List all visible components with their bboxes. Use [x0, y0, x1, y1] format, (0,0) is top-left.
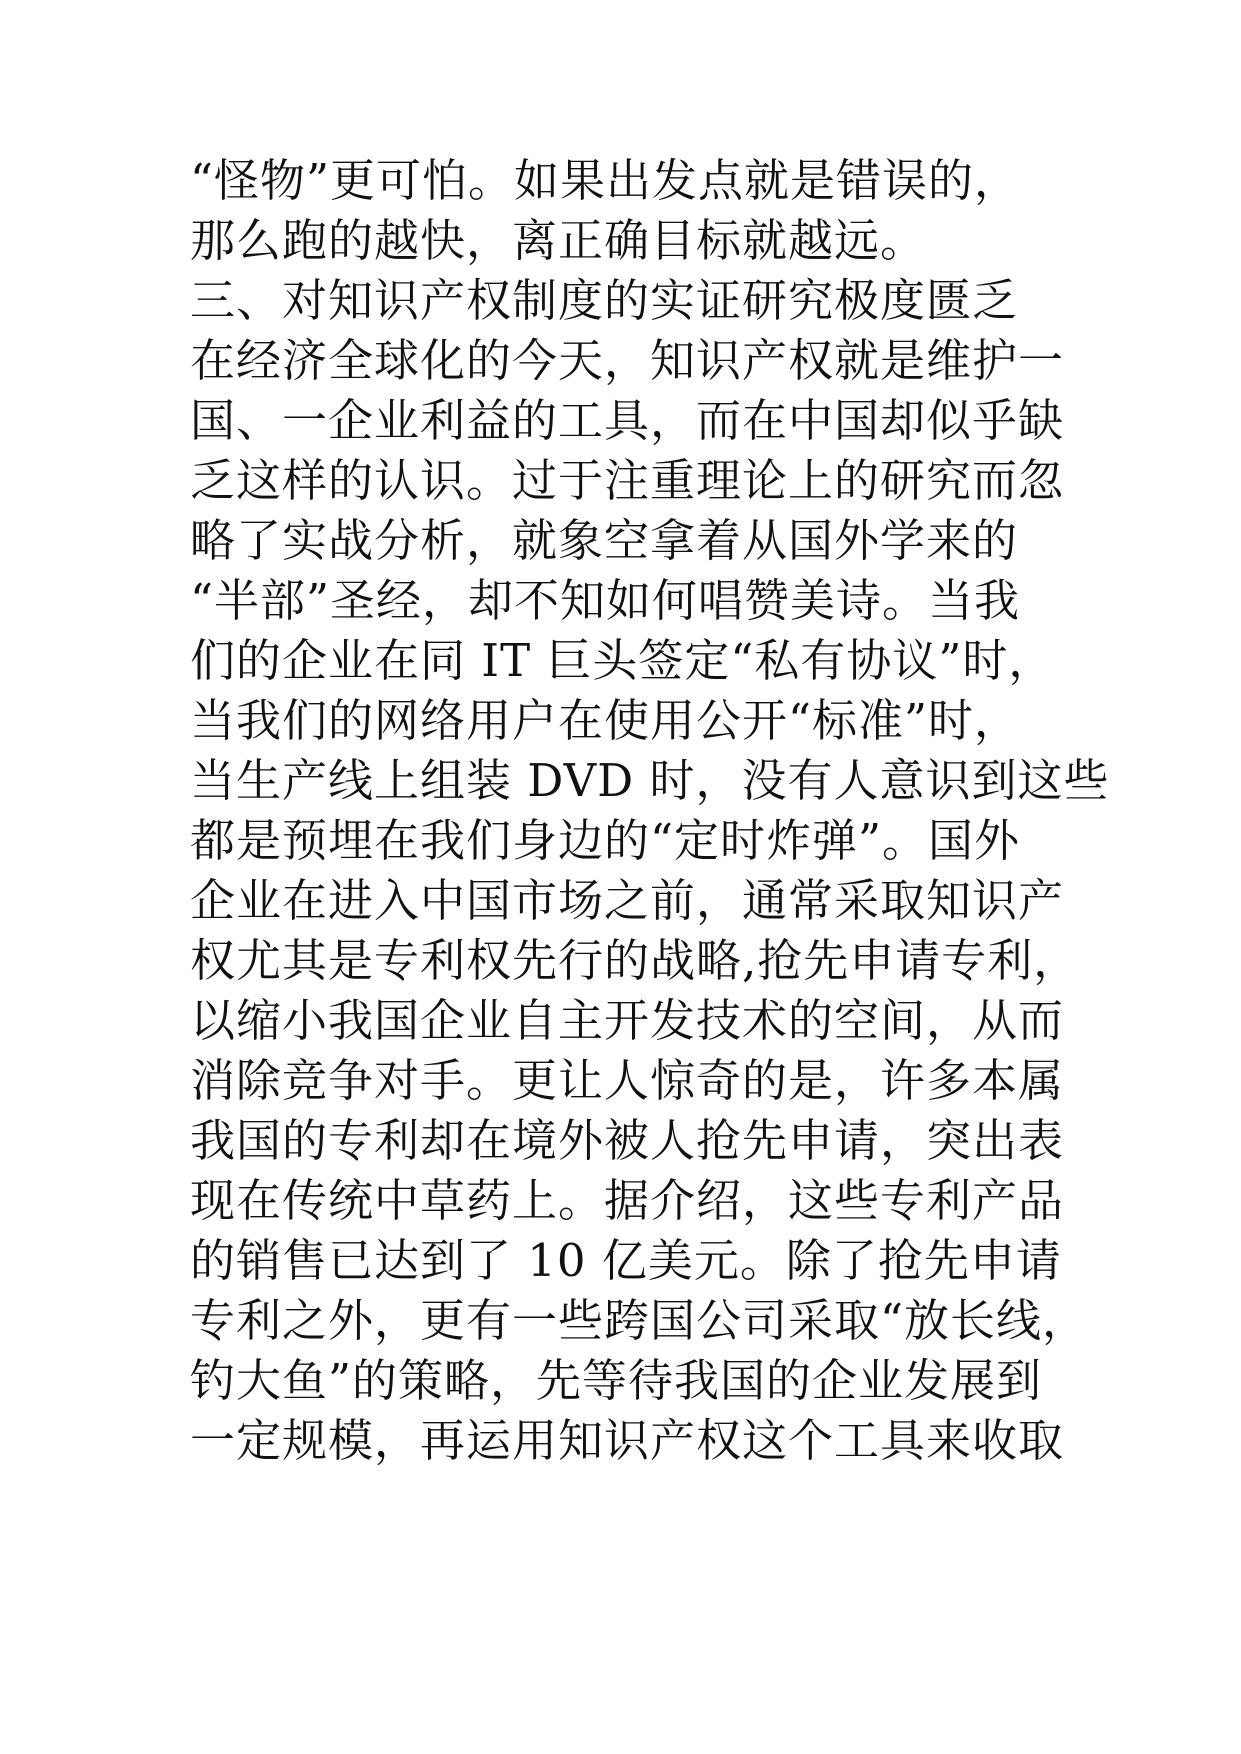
text-line: 在经济全球化的今天，知识产权就是维护一 [190, 334, 1065, 387]
text-line: 国、一企业利益的工具，而在中国却似乎缺 [190, 394, 1065, 447]
text-line: 以缩小我国企业自主开发技术的空间，从而 [190, 994, 1065, 1047]
text-line: 当我们的网络用户在使用公开“标准”时， [190, 694, 1021, 747]
text-line: 消除竞争对手。更让人惊奇的是，许多本属 [190, 1054, 1065, 1107]
text-line: 那么跑的越快，离正确目标就越远。 [190, 214, 927, 267]
section-heading: 三、对知识产权制度的实证研究极度匮乏 [190, 274, 1019, 327]
text-line: 一定规模，再运用知识产权这个工具来收取 [190, 1414, 1065, 1467]
text-line: 乏这样的认识。过于注重理论上的研究而忽 [190, 454, 1065, 507]
text-line: 当生产线上组装 DVD 时，没有人意识到这些 [190, 754, 1110, 807]
text-line: 专利之外，更有一些跨国公司采取“放长线， [190, 1294, 1089, 1347]
text-line: 我国的专利却在境外被人抢先申请，突出表 [190, 1114, 1065, 1167]
text-line: 的销售已达到了 10 亿美元。除了抢先申请 [190, 1234, 1062, 1287]
text-line: 们的企业在同 IT 巨头签定“私有协议”时， [190, 634, 1055, 687]
text-line: 权尤其是专利权先行的战略,抢先申请专利， [190, 934, 1080, 987]
text-line: “半部”圣经，却不知如何唱赞美诗。当我 [190, 574, 1021, 627]
text-line: 企业在进入中国市场之前，通常采取知识产 [190, 874, 1065, 927]
text-line: 都是预埋在我们身边的“定时炸弹”。国外 [190, 814, 1021, 867]
text-line: 略了实战分析，就象空拿着从国外学来的 [190, 514, 1019, 567]
body-text [190, 151, 1110, 1471]
text-line: 现在传统中草药上。据介绍，这些专利产品 [190, 1174, 1065, 1227]
text-line: “怪物”更可怕。如果出发点就是错误的， [190, 154, 1021, 207]
text-line: 钓大鱼”的策略，先等待我国的企业发展到 [190, 1354, 1043, 1407]
